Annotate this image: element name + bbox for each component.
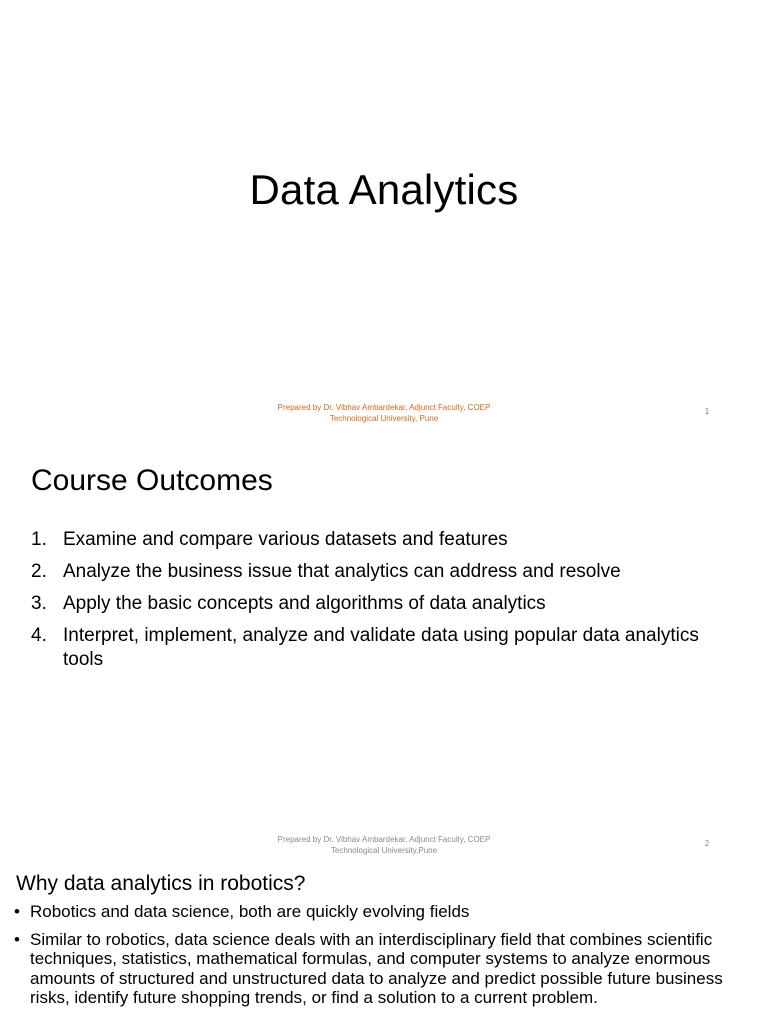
slide-why-robotics [0, 864, 768, 1024]
slide-course-outcomes [0, 432, 768, 864]
list-item-number: 2. [31, 561, 47, 582]
list-item [31, 624, 731, 672]
slide-footer [200, 402, 568, 424]
footer-line-2: Technological University,Pune [330, 846, 438, 855]
bullet-icon: • [14, 929, 20, 949]
footer-line-1: Prepared by Dr. Vibhav Ambardekar, Adjunct Faculty, COEP [277, 403, 491, 412]
list-item-text: Similar to robotics, data science deals with an interdisciplinary field that combines scientific techniques, statistics, mathematical formulas, and computer systems to analyze enormous amounts of structured and unstructured data to analyze and predict possible future business risks, identify future shopping trends, or find a solution to a current problem. [30, 929, 723, 1007]
list-item [14, 902, 734, 922]
list-item-number: 4. [31, 625, 47, 646]
list-item [31, 528, 731, 552]
list-item-number: 3. [31, 593, 47, 614]
slide-heading: Why data analytics in robotics? [16, 872, 306, 895]
list-item-text: Robotics and data science, both are quickly evolving fields [30, 902, 470, 921]
list-item-text: Interpret, implement, analyze and validate data using popular data analytics tools [63, 625, 699, 670]
footer-line-1: Prepared by Dr. Vibhav Ambardekar, Adjunct Faculty, COEP [277, 835, 491, 844]
slide-footer [200, 834, 568, 856]
page-number: 2 [704, 839, 710, 848]
slide-title-text: Data Analytics [249, 166, 519, 213]
list-item-text: Analyze the business issue that analytics can address and resolve [63, 561, 621, 582]
list-item-number: 1. [31, 529, 47, 550]
list-item [31, 560, 731, 584]
slide-heading: Course Outcomes [31, 464, 273, 497]
bullet-icon: • [14, 902, 20, 921]
bullet-list [14, 902, 734, 1016]
list-item-text: Apply the basic concepts and algorithms of data analytics [63, 593, 546, 614]
page-number: 1 [704, 407, 710, 416]
list-item [31, 592, 731, 616]
outcomes-list [31, 528, 731, 680]
list-item [14, 930, 734, 1008]
footer-line-2: Technological University, Pune [329, 414, 439, 423]
slide-title [0, 0, 768, 432]
list-item-text: Examine and compare various datasets and features [63, 529, 508, 550]
